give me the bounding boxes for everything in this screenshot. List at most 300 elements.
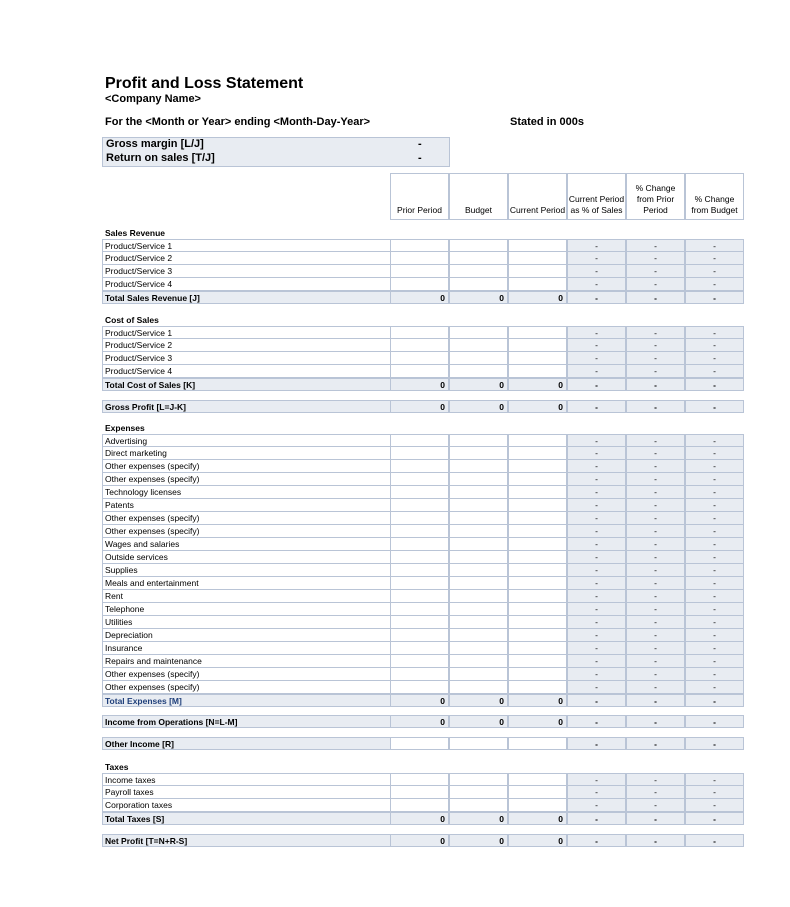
table-cell: - [626, 590, 685, 603]
table-cell[interactable] [449, 252, 508, 265]
table-row [102, 655, 744, 668]
table-cell: - [567, 378, 626, 391]
table-cell: - [685, 525, 744, 538]
table-cell: - [626, 538, 685, 551]
table-cell: - [567, 291, 626, 304]
table-cell[interactable] [390, 603, 449, 616]
table-row [102, 326, 744, 339]
table-cell[interactable] [390, 786, 449, 799]
column-header: Budget [449, 173, 508, 220]
table-cell: - [685, 629, 744, 642]
table-cell[interactable] [390, 239, 449, 252]
table-cell[interactable] [508, 434, 567, 447]
table-cell[interactable] [508, 447, 567, 460]
row-label: Other Income [R] [102, 737, 390, 750]
period-line: For the <Month or Year> ending <Month-Day-Year> [105, 116, 371, 128]
table-cell[interactable] [508, 668, 567, 681]
other-income-row [102, 737, 744, 750]
table-cell[interactable] [449, 339, 508, 352]
table-cell: - [626, 603, 685, 616]
table-cell[interactable] [508, 737, 567, 750]
table-cell[interactable] [449, 499, 508, 512]
column-header: % Change from Budget [685, 173, 744, 220]
row-label: Corporation taxes [102, 799, 390, 812]
table-cell: - [685, 538, 744, 551]
table-cell: - [685, 786, 744, 799]
table-cell: - [626, 365, 685, 378]
row-label: Product/Service 2 [102, 252, 390, 265]
row-label: Income taxes [102, 773, 390, 786]
table-cell: - [626, 460, 685, 473]
table-cell: - [685, 694, 744, 707]
table-cell[interactable] [508, 486, 567, 499]
table-row [102, 629, 744, 642]
section-cost-of-sales: Cost of Sales [105, 315, 159, 325]
table-cell[interactable] [390, 473, 449, 486]
table-cell[interactable] [390, 352, 449, 365]
table-cell[interactable]: 0 [449, 834, 508, 847]
table-cell: - [626, 715, 685, 728]
row-label: Direct marketing [102, 447, 390, 460]
total-expenses-row [102, 694, 744, 707]
table-cell[interactable]: 0 [390, 378, 449, 391]
row-label: Product/Service 4 [102, 278, 390, 291]
table-cell: - [626, 642, 685, 655]
table-cell: - [685, 551, 744, 564]
table-row [102, 564, 744, 577]
table-row [102, 603, 744, 616]
row-label: Product/Service 3 [102, 352, 390, 365]
table-cell: - [567, 799, 626, 812]
row-label: Patents [102, 499, 390, 512]
row-label: Depreciation [102, 629, 390, 642]
table-cell: - [626, 447, 685, 460]
table-row [102, 538, 744, 551]
table-cell: - [626, 773, 685, 786]
row-label: Product/Service 2 [102, 339, 390, 352]
table-cell: - [685, 434, 744, 447]
table-cell: - [567, 473, 626, 486]
table-cell: - [685, 799, 744, 812]
table-cell[interactable] [449, 564, 508, 577]
table-cell[interactable] [449, 799, 508, 812]
table-cell: - [567, 339, 626, 352]
table-cell: - [567, 642, 626, 655]
table-row [102, 447, 744, 460]
table-cell[interactable] [390, 339, 449, 352]
table-cell[interactable] [508, 577, 567, 590]
table-cell[interactable] [508, 603, 567, 616]
table-cell[interactable] [390, 499, 449, 512]
table-cell[interactable]: 0 [508, 812, 567, 825]
table-cell[interactable] [508, 799, 567, 812]
table-cell[interactable]: 0 [508, 378, 567, 391]
table-cell[interactable] [508, 642, 567, 655]
row-label: Total Sales Revenue [J] [102, 291, 390, 304]
table-cell[interactable] [508, 616, 567, 629]
table-cell[interactable] [449, 538, 508, 551]
row-label: Supplies [102, 564, 390, 577]
table-cell[interactable] [449, 473, 508, 486]
table-cell[interactable] [449, 681, 508, 694]
table-cell[interactable]: 0 [390, 812, 449, 825]
row-label: Wages and salaries [102, 538, 390, 551]
table-cell[interactable] [390, 460, 449, 473]
table-cell: - [685, 834, 744, 847]
table-cell: - [685, 812, 744, 825]
table-cell[interactable] [390, 447, 449, 460]
row-label: Product/Service 1 [102, 326, 390, 339]
table-cell[interactable]: 0 [508, 400, 567, 413]
table-cell[interactable] [508, 655, 567, 668]
table-cell[interactable] [390, 265, 449, 278]
table-cell[interactable] [449, 278, 508, 291]
table-cell[interactable] [449, 668, 508, 681]
table-row [102, 668, 744, 681]
table-cell[interactable] [449, 365, 508, 378]
table-cell: - [626, 326, 685, 339]
row-label: Outside services [102, 551, 390, 564]
table-cell: - [685, 365, 744, 378]
table-row [102, 525, 744, 538]
table-cell[interactable] [508, 629, 567, 642]
table-cell: - [685, 265, 744, 278]
table-cell: - [685, 400, 744, 413]
total-sales-revenue-row [102, 291, 744, 304]
table-cell: - [567, 715, 626, 728]
table-cell: - [685, 773, 744, 786]
table-cell[interactable]: 0 [390, 291, 449, 304]
table-cell[interactable] [390, 551, 449, 564]
table-cell[interactable]: 0 [449, 694, 508, 707]
table-cell: - [626, 681, 685, 694]
return-on-sales-label: Return on sales [T/J] [106, 152, 215, 164]
table-cell: - [626, 278, 685, 291]
table-cell: - [567, 616, 626, 629]
table-cell[interactable] [390, 434, 449, 447]
table-cell[interactable] [508, 564, 567, 577]
table-cell: - [626, 737, 685, 750]
table-cell: - [626, 473, 685, 486]
table-cell[interactable] [390, 538, 449, 551]
table-cell[interactable] [449, 642, 508, 655]
table-cell[interactable] [449, 551, 508, 564]
table-cell: - [626, 616, 685, 629]
table-cell: - [567, 590, 626, 603]
table-cell[interactable] [390, 773, 449, 786]
table-cell: - [567, 786, 626, 799]
table-cell[interactable] [449, 460, 508, 473]
table-cell[interactable] [390, 681, 449, 694]
table-cell[interactable] [390, 564, 449, 577]
row-label: Utilities [102, 616, 390, 629]
column-header: Prior Period [390, 173, 449, 220]
table-cell: - [685, 577, 744, 590]
table-cell: - [685, 291, 744, 304]
table-row [102, 265, 744, 278]
table-cell: - [626, 486, 685, 499]
section-sales-revenue: Sales Revenue [105, 228, 166, 238]
table-cell[interactable]: 0 [508, 694, 567, 707]
table-cell: - [685, 681, 744, 694]
table-cell[interactable] [449, 525, 508, 538]
table-cell: - [567, 512, 626, 525]
table-row [102, 460, 744, 473]
company-name: <Company Name> [105, 93, 201, 105]
table-cell[interactable] [390, 616, 449, 629]
table-cell[interactable] [449, 616, 508, 629]
table-cell: - [626, 694, 685, 707]
table-cell[interactable] [390, 642, 449, 655]
table-cell[interactable] [449, 603, 508, 616]
table-cell: - [567, 737, 626, 750]
table-cell: - [626, 252, 685, 265]
table-cell: - [626, 799, 685, 812]
table-cell[interactable] [390, 486, 449, 499]
net-profit-row [102, 834, 744, 847]
table-cell[interactable] [449, 486, 508, 499]
table-cell[interactable]: 0 [449, 400, 508, 413]
row-label: Other expenses (specify) [102, 473, 390, 486]
table-cell: - [567, 668, 626, 681]
table-cell[interactable]: 0 [508, 291, 567, 304]
table-cell[interactable]: 0 [508, 715, 567, 728]
table-cell[interactable] [508, 525, 567, 538]
table-cell[interactable] [390, 737, 449, 750]
table-cell: - [685, 278, 744, 291]
table-cell[interactable]: 0 [449, 715, 508, 728]
table-cell: - [685, 512, 744, 525]
table-cell: - [567, 655, 626, 668]
table-cell[interactable] [390, 629, 449, 642]
row-label: Total Expenses [M] [102, 694, 390, 707]
table-cell[interactable] [449, 737, 508, 750]
table-cell: - [685, 352, 744, 365]
table-cell[interactable] [508, 460, 567, 473]
table-cell: - [567, 486, 626, 499]
table-cell: - [567, 434, 626, 447]
row-label: Other expenses (specify) [102, 512, 390, 525]
table-cell[interactable] [508, 786, 567, 799]
table-cell: - [567, 551, 626, 564]
table-cell: - [567, 603, 626, 616]
table-cell: - [685, 326, 744, 339]
table-cell: - [685, 239, 744, 252]
table-cell[interactable] [508, 773, 567, 786]
table-cell: - [626, 564, 685, 577]
table-cell[interactable] [449, 655, 508, 668]
table-cell: - [567, 577, 626, 590]
table-cell[interactable] [390, 590, 449, 603]
total-taxes-row [102, 812, 744, 825]
table-cell: - [685, 499, 744, 512]
table-cell[interactable] [508, 512, 567, 525]
table-cell[interactable] [449, 512, 508, 525]
table-cell: - [567, 252, 626, 265]
table-cell[interactable] [508, 252, 567, 265]
table-cell: - [626, 400, 685, 413]
row-label: Other expenses (specify) [102, 525, 390, 538]
row-label: Telephone [102, 603, 390, 616]
table-cell[interactable] [508, 590, 567, 603]
table-row [102, 616, 744, 629]
table-cell[interactable] [449, 786, 508, 799]
table-row [102, 365, 744, 378]
table-cell: - [685, 715, 744, 728]
table-cell[interactable]: 0 [390, 834, 449, 847]
table-cell: - [685, 378, 744, 391]
table-cell[interactable] [390, 512, 449, 525]
table-cell[interactable] [449, 434, 508, 447]
table-row [102, 252, 744, 265]
income-from-operations-row [102, 715, 744, 728]
table-cell: - [567, 629, 626, 642]
row-label: Net Profit [T=N+R-S] [102, 834, 390, 847]
table-cell[interactable] [508, 339, 567, 352]
table-cell[interactable] [449, 629, 508, 642]
table-cell: - [567, 681, 626, 694]
row-label: Other expenses (specify) [102, 460, 390, 473]
table-cell: - [626, 786, 685, 799]
table-cell[interactable] [390, 252, 449, 265]
gross-profit-row [102, 400, 744, 413]
table-cell[interactable]: 0 [390, 694, 449, 707]
column-header: Current Period as % of Sales [567, 173, 626, 220]
table-cell: - [685, 655, 744, 668]
table-cell[interactable] [449, 577, 508, 590]
table-cell[interactable] [508, 265, 567, 278]
table-cell[interactable] [508, 365, 567, 378]
table-cell: - [685, 564, 744, 577]
table-cell[interactable] [449, 447, 508, 460]
row-label: Advertising [102, 434, 390, 447]
table-cell: - [685, 460, 744, 473]
table-cell: - [567, 447, 626, 460]
table-cell: - [567, 834, 626, 847]
row-label: Meals and entertainment [102, 577, 390, 590]
table-cell: - [685, 737, 744, 750]
table-cell[interactable] [390, 326, 449, 339]
table-cell[interactable] [449, 265, 508, 278]
table-cell[interactable] [390, 365, 449, 378]
table-cell: - [567, 538, 626, 551]
table-cell: - [567, 326, 626, 339]
row-label: Total Cost of Sales [K] [102, 378, 390, 391]
table-cell: - [626, 512, 685, 525]
table-cell: - [626, 525, 685, 538]
table-cell[interactable] [508, 681, 567, 694]
table-cell[interactable] [449, 773, 508, 786]
table-cell[interactable] [449, 590, 508, 603]
table-row [102, 773, 744, 786]
row-label: Product/Service 4 [102, 365, 390, 378]
table-row [102, 577, 744, 590]
section-taxes: Taxes [105, 762, 129, 772]
table-cell: - [626, 812, 685, 825]
table-cell: - [626, 239, 685, 252]
row-label: Insurance [102, 642, 390, 655]
table-cell[interactable]: 0 [390, 715, 449, 728]
table-cell[interactable] [390, 278, 449, 291]
row-label: Total Taxes [S] [102, 812, 390, 825]
table-cell[interactable] [508, 326, 567, 339]
table-cell[interactable] [508, 473, 567, 486]
table-row [102, 473, 744, 486]
table-cell: - [626, 834, 685, 847]
page-title: Profit and Loss Statement [105, 75, 304, 92]
table-row [102, 590, 744, 603]
row-label: Gross Profit [L=J-K] [102, 400, 390, 413]
table-cell[interactable]: 0 [449, 378, 508, 391]
table-cell: - [567, 460, 626, 473]
ratio-box [102, 137, 450, 167]
table-cell[interactable] [390, 799, 449, 812]
table-cell: - [626, 577, 685, 590]
table-cell[interactable] [390, 577, 449, 590]
row-label: Payroll taxes [102, 786, 390, 799]
table-cell: - [626, 378, 685, 391]
table-cell[interactable] [508, 551, 567, 564]
table-cell: - [567, 365, 626, 378]
stated-units: Stated in 000s [510, 116, 584, 128]
row-label: Technology licenses [102, 486, 390, 499]
table-row [102, 434, 744, 447]
table-cell: - [567, 265, 626, 278]
table-cell[interactable] [508, 352, 567, 365]
row-label: Product/Service 1 [102, 239, 390, 252]
section-expenses: Expenses [105, 423, 145, 433]
row-label: Income from Operations [N=L-M] [102, 715, 390, 728]
column-header: Current Period [508, 173, 567, 220]
table-cell[interactable] [390, 525, 449, 538]
table-cell[interactable] [390, 668, 449, 681]
table-row [102, 786, 744, 799]
row-label: Repairs and maintenance [102, 655, 390, 668]
table-cell[interactable] [449, 352, 508, 365]
table-row [102, 551, 744, 564]
gross-margin-label: Gross margin [L/J] [106, 138, 204, 150]
row-label: Product/Service 3 [102, 265, 390, 278]
table-cell[interactable]: 0 [508, 834, 567, 847]
column-header: % Change from Prior Period [626, 173, 685, 220]
table-cell: - [626, 655, 685, 668]
table-cell: - [685, 339, 744, 352]
table-cell[interactable]: 0 [390, 400, 449, 413]
table-row [102, 278, 744, 291]
table-row [102, 799, 744, 812]
table-cell: - [685, 668, 744, 681]
table-cell[interactable] [449, 239, 508, 252]
table-row [102, 499, 744, 512]
table-row [102, 339, 744, 352]
table-cell[interactable] [449, 326, 508, 339]
table-cell: - [626, 434, 685, 447]
table-cell[interactable]: 0 [449, 812, 508, 825]
table-cell: - [685, 603, 744, 616]
table-cell: - [685, 616, 744, 629]
table-cell[interactable] [508, 278, 567, 291]
row-label: Rent [102, 590, 390, 603]
table-cell: - [567, 400, 626, 413]
table-cell: - [567, 525, 626, 538]
table-cell: - [567, 564, 626, 577]
return-on-sales-value: - [418, 152, 422, 164]
table-cell[interactable] [508, 538, 567, 551]
table-cell[interactable] [508, 499, 567, 512]
table-cell[interactable]: 0 [449, 291, 508, 304]
table-cell[interactable] [508, 239, 567, 252]
table-cell[interactable] [390, 655, 449, 668]
